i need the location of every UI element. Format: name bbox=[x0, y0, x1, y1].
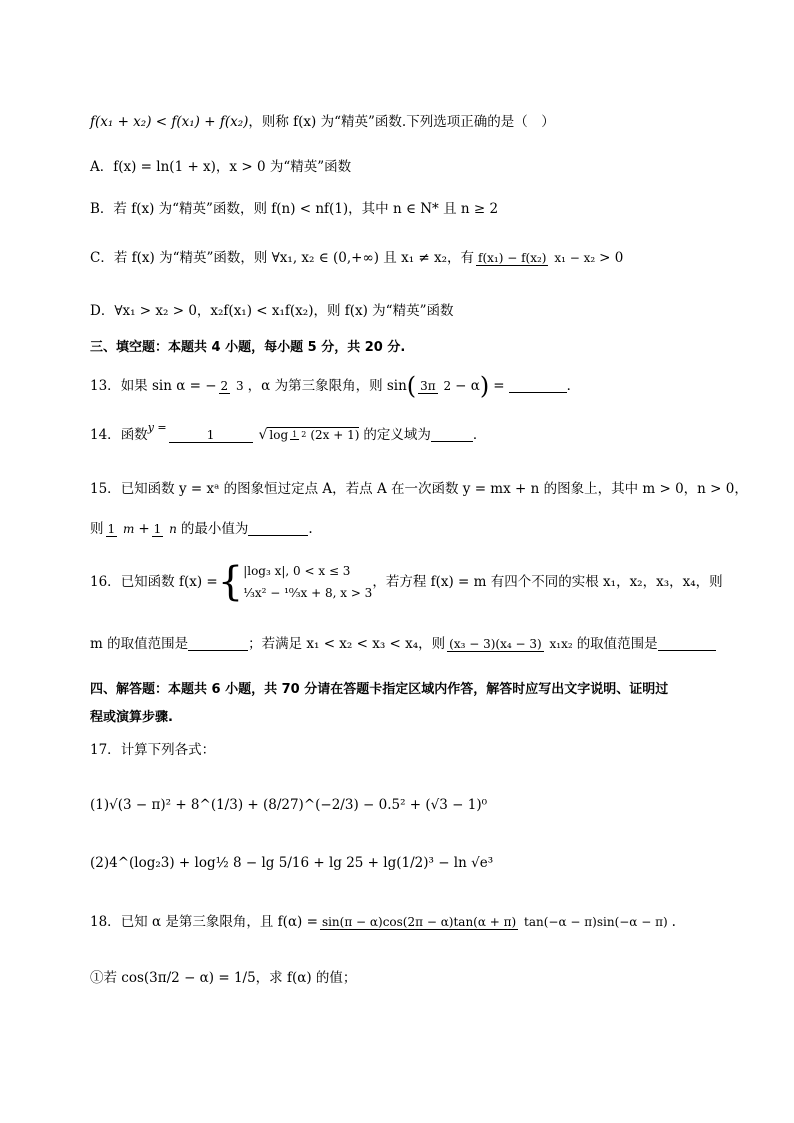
q13-end: ． bbox=[566, 378, 581, 394]
q16-text-4: ；若满足 x₁ < x₂ < x₃ < x₄，则 bbox=[248, 636, 446, 652]
q13-inner-num: 3π bbox=[420, 378, 436, 393]
definition-line bbox=[90, 113, 555, 131]
q14-sqrt-body bbox=[267, 427, 359, 442]
q13-inner-fraction bbox=[418, 379, 453, 394]
q14-sqrt-sign: √ bbox=[258, 427, 268, 443]
q14-base-den: 2 bbox=[301, 430, 307, 439]
section-4-title-text-2: 程或演算步骤. bbox=[90, 710, 173, 725]
option-a[interactable] bbox=[90, 158, 351, 176]
question-15-line-2 bbox=[90, 513, 313, 545]
q15-answer-blank[interactable] bbox=[248, 523, 308, 536]
q16-number: 16． bbox=[90, 574, 121, 590]
q16-frac-den: x₁x₂ bbox=[549, 636, 573, 651]
q13-fraction bbox=[219, 379, 246, 394]
q16-case-2: ⅓x² − ¹⁰⁄₃x + 8, x > 3 bbox=[243, 586, 373, 600]
q16-text-2: ，若方程 f(x) = m 有四个不同的实根 x₁，x₂，x₃，x₄，则 bbox=[372, 574, 723, 590]
q18-fraction bbox=[320, 915, 670, 930]
q16-answer-blank-1[interactable] bbox=[188, 638, 248, 651]
option-b[interactable] bbox=[90, 200, 498, 218]
q13-text-1: 如果 sin α = − bbox=[120, 378, 217, 394]
q13-text-2: ，α 为第三象限角，则 sin bbox=[247, 378, 407, 394]
q16-text-3: m 的取值范围是 bbox=[90, 636, 189, 652]
question-16-line-2 bbox=[90, 626, 716, 662]
q13-frac-den: 3 bbox=[236, 378, 244, 393]
option-a-text: f(x) = ln(1 + x)，x > 0 为“精英”函数 bbox=[113, 159, 352, 175]
q16-fraction bbox=[447, 637, 575, 652]
q18-frac-den: tan(−α − π)sin(−α − π) bbox=[524, 914, 668, 929]
option-c-tail: > 0 bbox=[599, 250, 624, 266]
q13-text-3: − α bbox=[455, 378, 480, 394]
q13-left-paren: ( bbox=[406, 372, 417, 400]
question-15-line-1 bbox=[90, 480, 748, 498]
q17-part-1-expression: (1)√(3 − π)² + 8^(1/3) + (8/27)^(−2/3) − 0.5² + (√3 − 1)⁰ bbox=[90, 797, 487, 813]
option-c-fraction bbox=[476, 251, 597, 266]
q14-log-arg: (2x + 1) bbox=[310, 428, 360, 442]
q14-frac-num: 1 bbox=[169, 428, 253, 443]
q18-sub-1 bbox=[90, 963, 356, 993]
q15-then: 则 bbox=[90, 521, 104, 537]
q15-end: . bbox=[308, 521, 313, 537]
q17-part-1 bbox=[90, 790, 487, 820]
q14-end: ． bbox=[472, 427, 487, 443]
question-18 bbox=[90, 905, 676, 939]
q13-equals: = bbox=[493, 378, 505, 394]
q14-text-2: 的定义域为 bbox=[363, 427, 431, 443]
q14-answer-blank[interactable] bbox=[431, 429, 473, 442]
question-14 bbox=[90, 415, 486, 455]
section-4-title-line-2 bbox=[90, 709, 173, 727]
q16-brace: { bbox=[217, 559, 244, 605]
section-3-title bbox=[90, 339, 405, 357]
q15-plus: + bbox=[138, 521, 150, 537]
q14-log: log bbox=[269, 428, 289, 442]
q17-number: 17． bbox=[90, 742, 121, 758]
q16-frac-num: (x₃ − 3)(x₄ − 3) bbox=[449, 636, 542, 651]
definition-inequality: f(x₁ + x₂) < f(x₁) + f(x₂) bbox=[90, 114, 249, 130]
q13-inner-den: 2 bbox=[443, 378, 452, 393]
option-b-label: B． bbox=[90, 201, 114, 217]
definition-text: ，则称 f(x) 为“精英”函数.下列选项正确的是（ ） bbox=[248, 114, 555, 130]
question-17 bbox=[90, 741, 215, 759]
option-c-numerator: f(x₁) − f(x₂) bbox=[478, 250, 547, 265]
q15-f2-den: n bbox=[169, 521, 177, 536]
q18-text-1: 已知 α 是第三象限角，且 f(α) = bbox=[120, 914, 318, 930]
q14-y: y = bbox=[147, 421, 167, 434]
q16-text-1: 已知函数 f(x) = bbox=[120, 574, 218, 590]
q13-right-paren: ) bbox=[479, 372, 490, 400]
question-16-line-1 bbox=[90, 556, 723, 608]
q14-base-num: 1 bbox=[292, 430, 298, 439]
q13-frac-num: 2 bbox=[220, 378, 229, 393]
section-4-title-line-1 bbox=[90, 681, 668, 699]
q13-number: 13． bbox=[90, 378, 121, 394]
q17-title: 计算下列各式： bbox=[120, 742, 216, 758]
option-c[interactable] bbox=[90, 243, 623, 273]
option-c-denominator: x₁ − x₂ bbox=[554, 250, 596, 265]
q15-frac-2 bbox=[152, 522, 179, 537]
q18-number: 18． bbox=[90, 914, 121, 930]
option-d[interactable] bbox=[90, 302, 454, 320]
section-4-title-text-1: 四、解答题：本题共 6 小题，共 70 分请在答题卡指定区域内作答，解答时应写出文字说明、证明过 bbox=[90, 682, 669, 697]
q16-answer-blank-2[interactable] bbox=[658, 638, 716, 651]
q15-frac-1 bbox=[106, 522, 137, 537]
q15-text-2: 的最小值为 bbox=[180, 521, 249, 537]
q18-sub-1-text: ①若 cos(3π/2 − α) = 1/5，求 f(α) 的值； bbox=[90, 970, 357, 986]
option-d-label: D． bbox=[90, 303, 115, 319]
q15-f1-den: m bbox=[122, 521, 135, 536]
q15-f2-num: 1 bbox=[153, 521, 162, 536]
question-13 bbox=[90, 370, 580, 402]
option-d-text: ∀x₁ > x₂ > 0，x₂f(x₁) < x₁f(x₂)，则 f(x) 为“精英”函数 bbox=[114, 303, 454, 319]
q13-answer-blank[interactable] bbox=[509, 380, 567, 393]
q18-frac-num: sin(π − α)cos(2π − α)tan(α + π) bbox=[321, 914, 517, 929]
q15-number: 15． bbox=[90, 481, 121, 497]
q14-number: 14． bbox=[90, 427, 121, 443]
q18-end: . bbox=[671, 914, 676, 930]
q15-f1-num: 1 bbox=[107, 521, 116, 536]
q14-text-1: 函数 bbox=[120, 427, 148, 443]
section-3-title-text: 三、填空题：本题共 4 小题，每小题 5 分，共 20 分. bbox=[90, 340, 406, 355]
q15-text-1: 已知函数 y = xᵃ 的图象恒过定点 A，若点 A 在一次函数 y = mx + n 的图象上，其中 m > 0，n > 0， bbox=[120, 481, 748, 497]
q16-cases bbox=[243, 560, 372, 604]
q14-log-base bbox=[290, 431, 308, 440]
q17-part-2 bbox=[90, 848, 493, 878]
option-c-label: C． bbox=[90, 250, 114, 266]
option-c-text: 若 f(x) 为“精英”函数，则 ∀x₁, x₂ ∈ (0,+∞) 且 x₁ ≠ x₂，有 bbox=[113, 250, 475, 266]
q17-part-2-expression: (2)4^(log₂3) + log½ 8 − lg 5/16 + lg 25 + lg(1/2)³ − ln √e³ bbox=[90, 855, 494, 871]
option-a-label: A． bbox=[90, 159, 114, 175]
q14-frac-den bbox=[256, 427, 361, 442]
q14-fraction bbox=[169, 427, 362, 443]
q16-case-1: |log₃ x|, 0 < x ≤ 3 bbox=[243, 564, 351, 578]
q16-text-5: 的取值范围是 bbox=[576, 636, 658, 652]
option-b-text: 若 f(x) 为“精英”函数，则 f(n) < nf(1)，其中 n ∈ N* 且 n ≥ 2 bbox=[113, 201, 499, 217]
